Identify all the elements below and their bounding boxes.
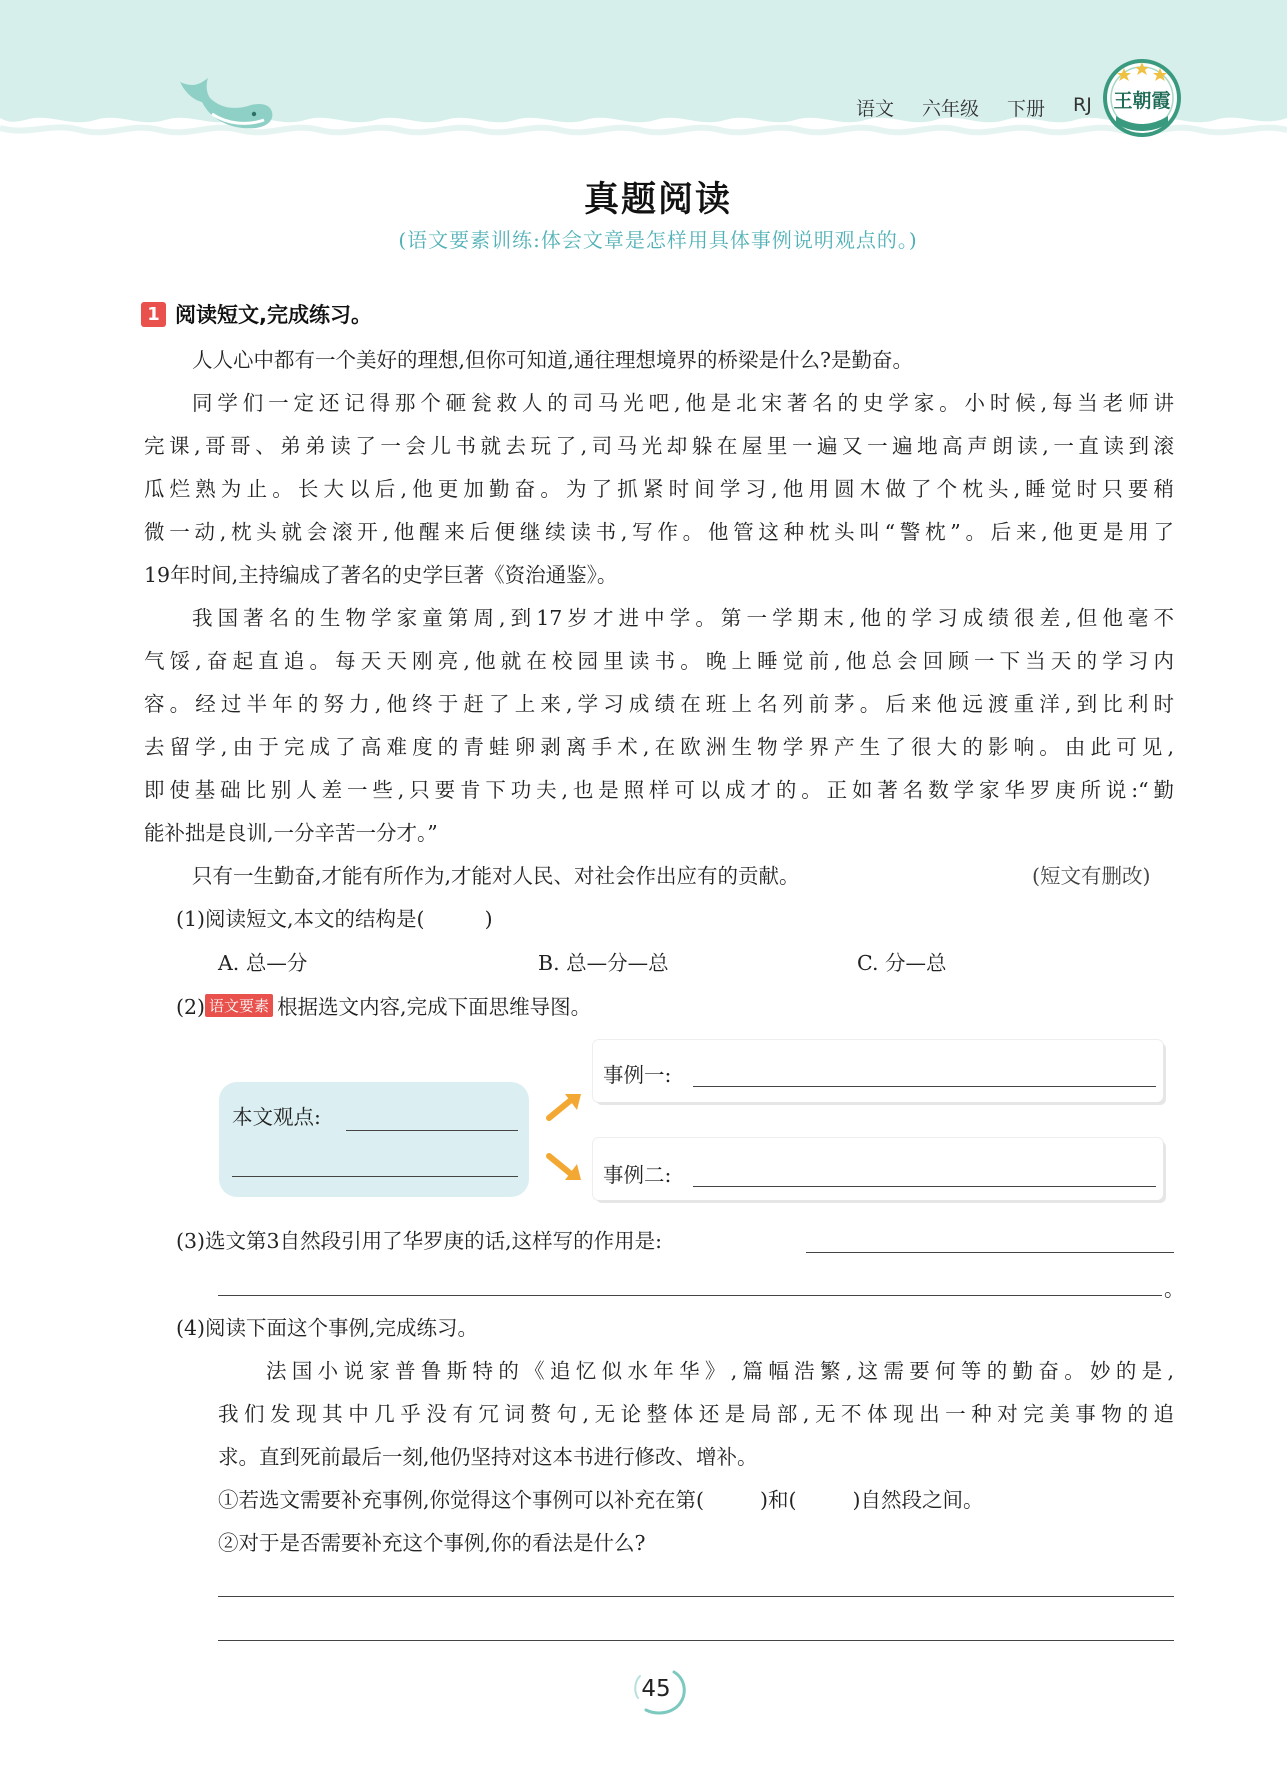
article-p3-line: 即使基础比别人差一些,只要肯下功夫,也是照样可以成才的。正如著名数学家华罗庚所说:“勤 bbox=[144, 778, 1174, 802]
page-title: 真题阅读 bbox=[583, 180, 732, 220]
q4-sub1-text-end: )自然段之间。 bbox=[852, 1488, 984, 1512]
q1-option-b[interactable]: B. 总—分—总 bbox=[538, 951, 669, 975]
q4-sub1 bbox=[218, 1483, 984, 1513]
mindmap-example-2-box bbox=[593, 1138, 1163, 1200]
q4-sub2: ②对于是否需要补充这个事例,你的看法是什么? bbox=[218, 1531, 646, 1555]
q1-option-c[interactable]: C. 分—总 bbox=[857, 951, 947, 975]
article-p3-line: 我国著名的生物学家童第周,到17岁才进中学。第一学期末,他的学习成绩很差,但他毫不 bbox=[192, 606, 1174, 630]
page-number: 45 bbox=[641, 1676, 671, 1702]
q4-answer-line-1[interactable] bbox=[218, 1596, 1174, 1597]
question-heading: 阅读短文,完成练习。 bbox=[175, 303, 372, 327]
arrow-up-right-icon bbox=[545, 1090, 585, 1122]
whale-icon bbox=[172, 74, 277, 136]
q2-prefix: (2) bbox=[176, 995, 206, 1019]
article-p2-line: 瓜烂熟为止。长大以后,他更加勤奋。为了抓紧时间学习,他用圆木做了个枕头,睡觉时只要稍 bbox=[144, 477, 1174, 501]
example-1-answer-line[interactable] bbox=[693, 1086, 1156, 1087]
viewpoint-label: 本文观点: bbox=[232, 1105, 321, 1129]
article-p2-line: 微一动,枕头就会滚开,他醒来后便继续读书,写作。他管这种枕头叫“警枕”。后来,他更是用了 bbox=[144, 520, 1174, 544]
q4-sub1-text: ①若选文需要补充事例,你觉得这个事例可以补充在第( bbox=[218, 1488, 705, 1512]
viewpoint-answer-line-2[interactable] bbox=[232, 1176, 518, 1177]
q3-prompt: (3)选文第3自然段引用了华罗庚的话,这样写的作用是: bbox=[176, 1229, 663, 1253]
q4-answer-line-2[interactable] bbox=[218, 1640, 1174, 1641]
q4-passage-line: 我们发现其中几乎没有冗词赘句,无论整体还是局部,无不体现出一种对完美事物的追 bbox=[218, 1402, 1174, 1426]
article-p3-line: 气馁,奋起直追。每天天刚亮,他就在校园里读书。晚上睡觉前,他总会回顾一下当天的学习内 bbox=[144, 649, 1174, 673]
example-2-label: 事例二: bbox=[603, 1163, 672, 1187]
logo-text: 王朝霞 bbox=[1113, 90, 1171, 112]
mindmap-example-1-box bbox=[593, 1040, 1163, 1102]
arrow-down-right-icon bbox=[545, 1152, 585, 1184]
article-p2-line: 同学们一定还记得那个砸瓮救人的司马光吧,他是北宋著名的史学家。小时候,每当老师讲 bbox=[192, 391, 1174, 415]
article-p3-line: 容。经过半年的努力,他终于赶了上来,学习成绩在班上名列前茅。后来他远渡重洋,到比利时 bbox=[144, 692, 1174, 716]
q3-end-mark: 。 bbox=[1164, 1277, 1185, 1301]
q4-passage-line: 求。直到死前最后一刻,他仍坚持对这本书进行修改、增补。 bbox=[218, 1445, 758, 1469]
page-subtitle: (语文要素训练:体会文章是怎样用具体事例说明观点的。) bbox=[398, 228, 918, 252]
article-p3-line: 能补拙是良训,一分辛苦一分才。” bbox=[144, 821, 438, 845]
q2-prompt bbox=[176, 990, 591, 1020]
q1-option-a[interactable]: A. 总—分 bbox=[218, 951, 308, 975]
q4-sub1-text-mid: )和( bbox=[760, 1488, 797, 1512]
article-p2-line: 19年时间,主持编成了著名的史学巨著《资治通鉴》。 bbox=[144, 563, 618, 587]
grade-label: 六年级 bbox=[922, 98, 980, 120]
q4-passage-line: 法国小说家普鲁斯特的《追忆似水年华》,篇幅浩繁,这需要何等的勤奋。妙的是, bbox=[266, 1359, 1174, 1383]
article-p3-line: 去留学,由于完成了高难度的青蛙卵剥离手术,在欧洲生物学界产生了很大的影响。由此可见, bbox=[144, 735, 1174, 759]
subject-label: 语文 bbox=[856, 98, 895, 120]
edition-label: RJ bbox=[1073, 94, 1092, 116]
article-paragraph-1: 人人心中都有一个美好的理想,但你可知道,通往理想境界的桥梁是什么?是勤奋。 bbox=[192, 348, 914, 372]
volume-label: 下册 bbox=[1007, 98, 1046, 120]
q1-prompt bbox=[176, 902, 493, 932]
q4-prompt: (4)阅读下面这个事例,完成练习。 bbox=[176, 1316, 479, 1340]
article-paragraph-4: 只有一生勤奋,才能有所作为,才能对人民、对社会作出应有的贡献。 bbox=[192, 864, 800, 888]
header-meta bbox=[856, 94, 1092, 121]
question-number-badge: 1 bbox=[141, 302, 166, 327]
viewpoint-answer-line-1[interactable] bbox=[346, 1130, 518, 1131]
example-2-answer-line[interactable] bbox=[693, 1186, 1156, 1187]
example-1-label: 事例一: bbox=[603, 1063, 672, 1087]
source-note: (短文有删改) bbox=[1032, 864, 1151, 888]
q3-answer-line-1[interactable] bbox=[806, 1252, 1174, 1253]
q1-text-end: ) bbox=[484, 907, 493, 931]
q3-answer-line-2[interactable] bbox=[218, 1295, 1162, 1296]
article-p2-line: 完课,哥哥、弟弟读了一会儿书就去玩了,司马光却躲在屋里一遍又一遍地高声朗读,一直读到滚 bbox=[144, 434, 1174, 458]
q1-text: (1)阅读短文,本文的结构是( bbox=[176, 907, 425, 931]
q2-text: 根据选文内容,完成下面思维导图。 bbox=[277, 995, 592, 1019]
q2-element-tag: 语文要素 bbox=[205, 994, 273, 1017]
